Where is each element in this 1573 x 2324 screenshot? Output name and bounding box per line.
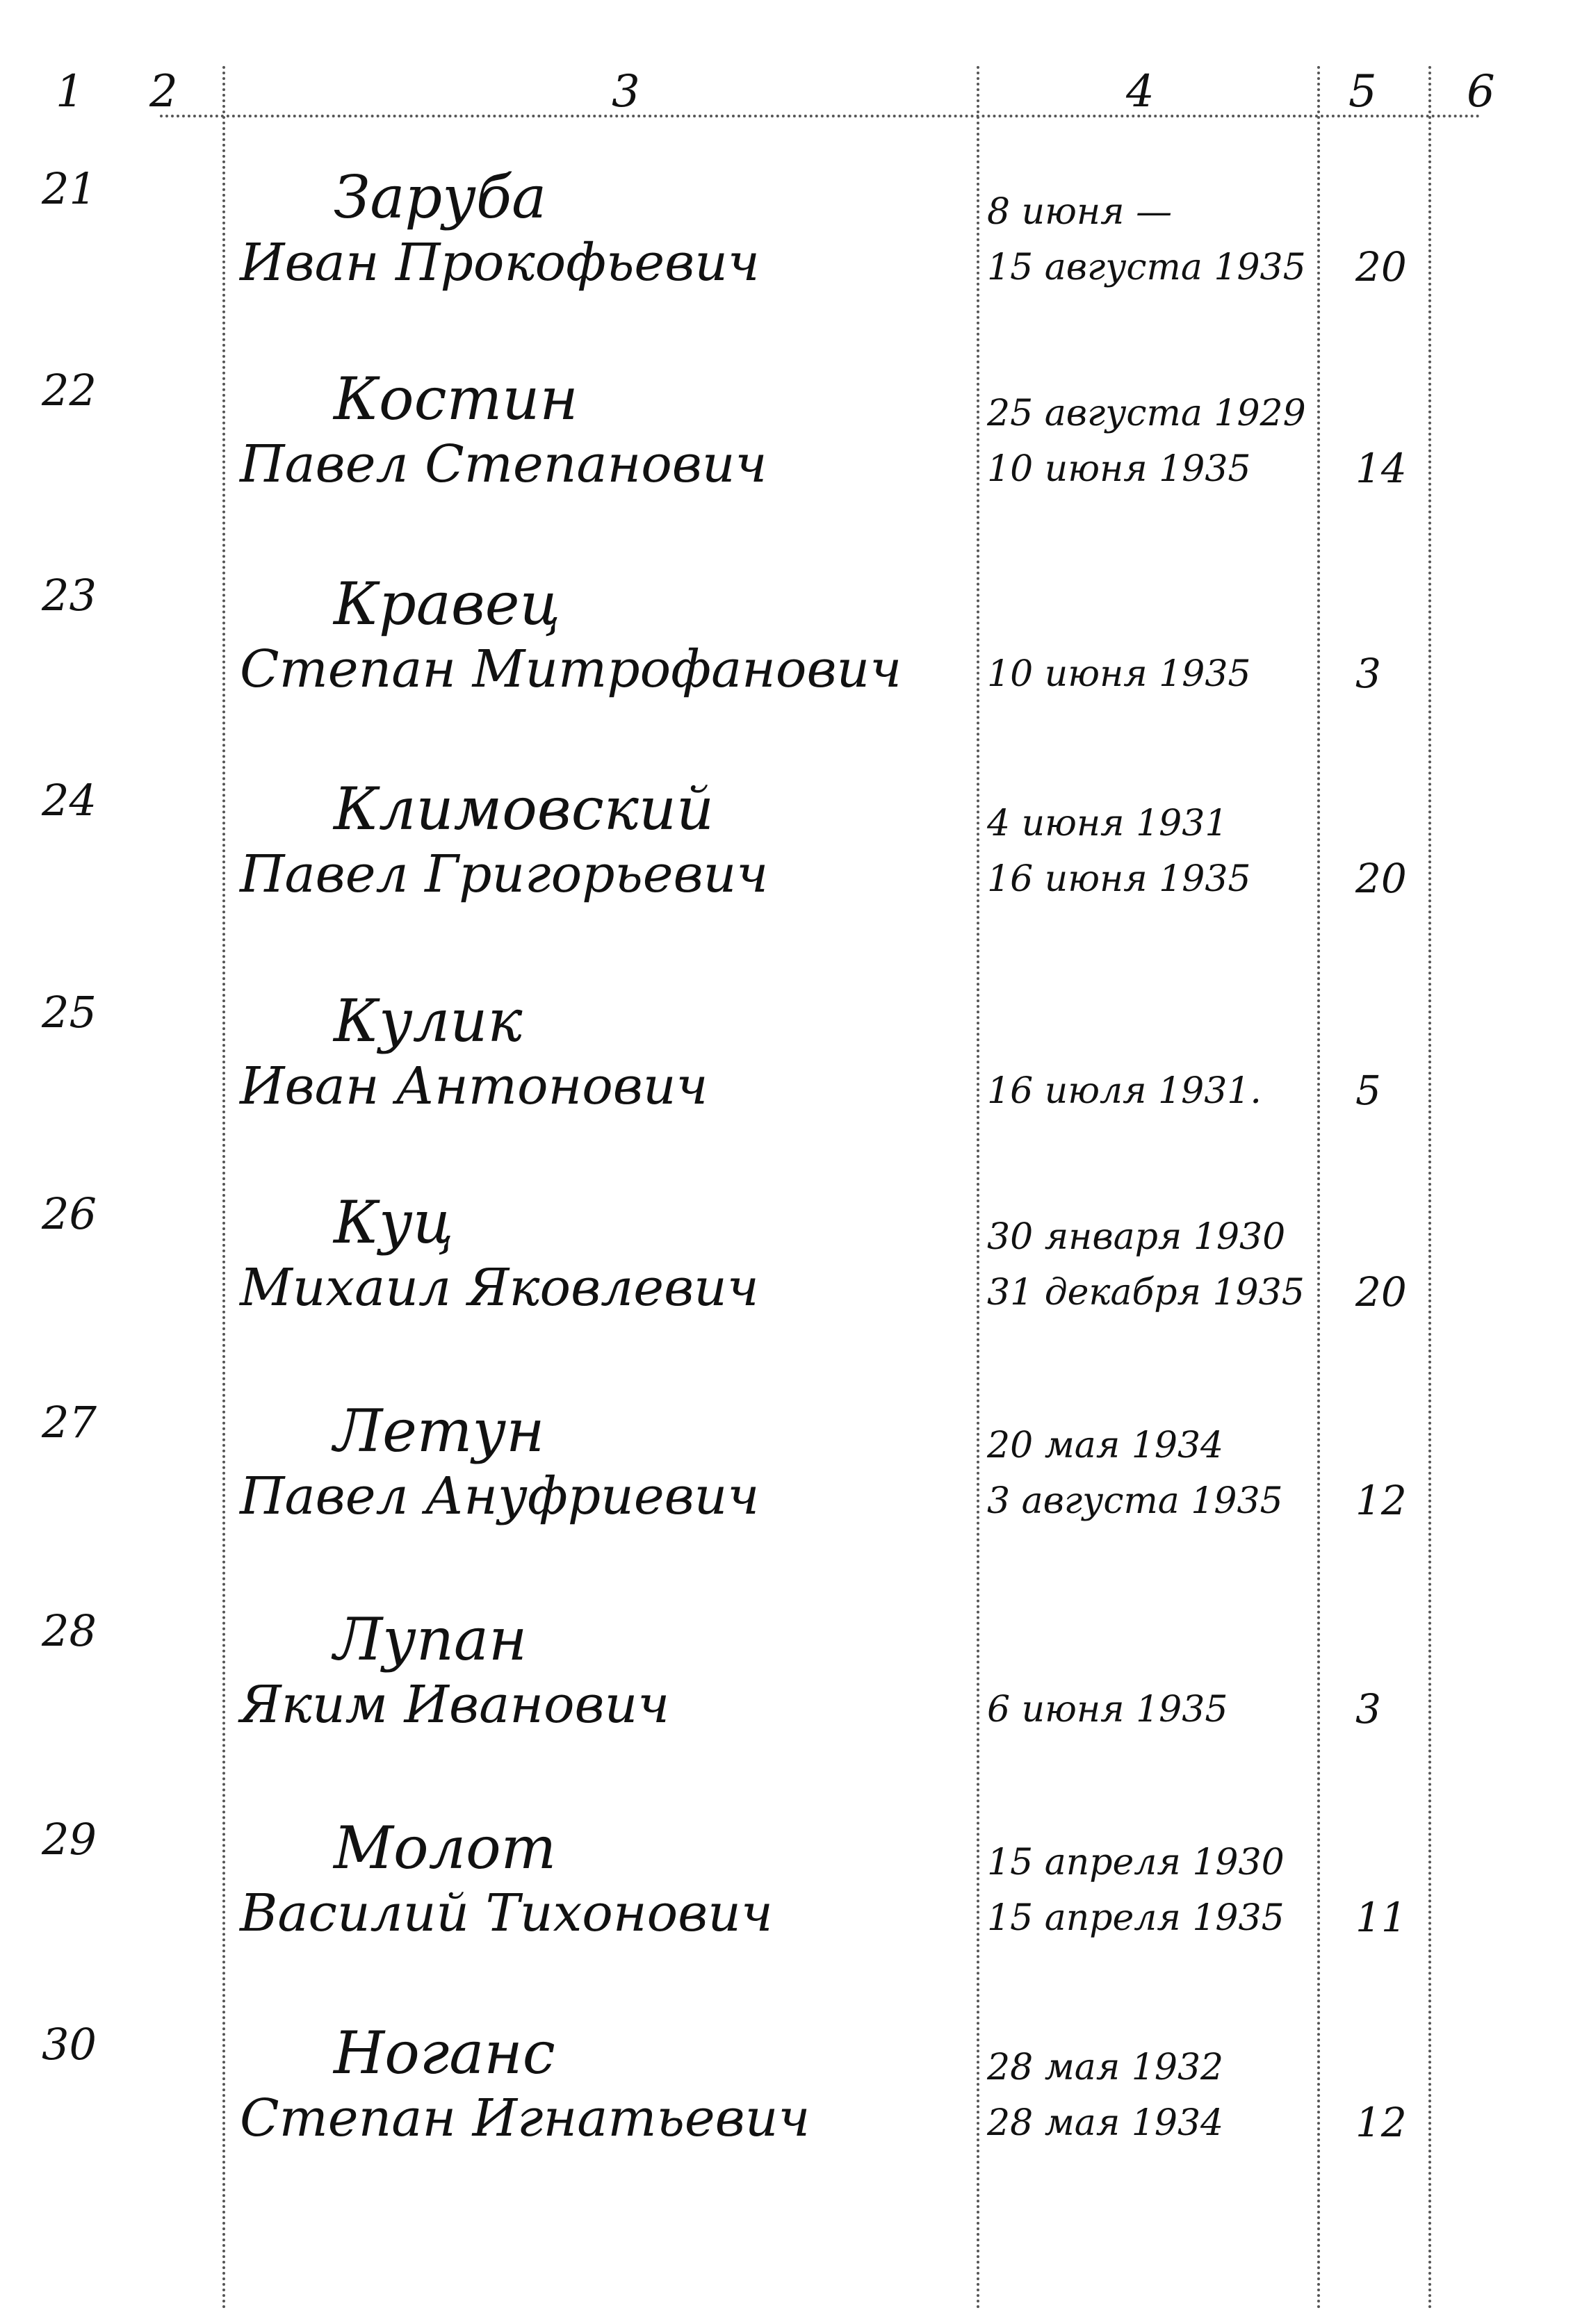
entry-end-date: 10 июня 1935: [987, 448, 1251, 490]
entry-surname: Кравец: [334, 570, 561, 638]
register-entry: [0, 1397, 1573, 1598]
entry-given-names: Павел Ануфриевич: [240, 1466, 760, 1526]
entry-years: 3: [1355, 650, 1381, 697]
entry-surname: Заруба: [334, 163, 547, 231]
register-entry: [0, 775, 1573, 976]
entry-years: 14: [1355, 445, 1407, 492]
header-rule: [160, 115, 1481, 117]
entry-surname: Куц: [334, 1188, 454, 1257]
entry-given-names: Степан Митрофанович: [240, 639, 902, 699]
entry-surname: Летун: [334, 1397, 545, 1465]
entry-end-date: 10 июня 1935: [987, 653, 1251, 695]
register-entry: [0, 1188, 1573, 1390]
entry-number: 29: [42, 1814, 97, 1865]
entry-surname: Лупан: [334, 1605, 528, 1674]
entry-start-date: 15 апреля 1930: [987, 1842, 1285, 1883]
register-entry: [0, 2019, 1573, 2220]
entry-given-names: Михаил Яковлевич: [240, 1258, 759, 1318]
entry-end-date: 15 августа 1935: [987, 247, 1306, 288]
entry-years: 20: [1355, 855, 1407, 902]
entry-end-date: 16 июня 1935: [987, 858, 1251, 900]
entry-surname: Климовский: [334, 775, 715, 843]
entry-number: 28: [42, 1605, 97, 1656]
entry-end-date: 16 июля 1931.: [987, 1070, 1262, 1112]
entry-number: 22: [42, 365, 97, 416]
column-header-5: 5: [1348, 66, 1377, 117]
entry-start-date: 30 января 1930: [987, 1216, 1286, 1258]
entry-number: 27: [42, 1397, 97, 1448]
entry-number: 25: [42, 987, 97, 1038]
entry-start-date: 28 мая 1932: [987, 2047, 1224, 2088]
register-entry: [0, 987, 1573, 1188]
entry-given-names: Павел Степанович: [240, 434, 767, 494]
entry-years: 20: [1355, 1268, 1407, 1316]
entry-number: 24: [42, 775, 97, 826]
entry-surname: Кулик: [334, 987, 523, 1055]
entry-given-names: Иван Антонович: [240, 1056, 708, 1116]
column-header-2: 2: [149, 66, 178, 117]
register-entry: [0, 1605, 1573, 1807]
entry-end-date: 6 июня 1935: [987, 1689, 1228, 1730]
entry-surname: Костин: [334, 365, 578, 433]
entry-end-date: 28 мая 1934: [987, 2102, 1224, 2144]
entry-surname: Молот: [334, 1814, 557, 1882]
entry-given-names: Яким Иванович: [240, 1675, 670, 1735]
entry-years: 5: [1355, 1067, 1381, 1114]
entry-start-date: 20 мая 1934: [987, 1425, 1224, 1466]
entry-years: 12: [1355, 2099, 1407, 2146]
column-header-4: 4: [1126, 66, 1155, 117]
entry-end-date: 31 декабря 1935: [987, 1272, 1305, 1314]
entry-number: 30: [42, 2019, 97, 2070]
register-entry: [0, 163, 1573, 365]
column-header-6: 6: [1467, 66, 1495, 117]
entry-years: 20: [1355, 243, 1407, 290]
column-header-1: 1: [56, 66, 84, 117]
entry-start-date: 8 июня —: [987, 191, 1173, 233]
column-header-3: 3: [612, 66, 640, 117]
entry-years: 12: [1355, 1477, 1407, 1524]
entry-end-date: 15 апреля 1935: [987, 1897, 1285, 1939]
register-entry: [0, 365, 1573, 566]
entry-end-date: 3 августа 1935: [987, 1480, 1283, 1522]
entry-number: 26: [42, 1188, 97, 1239]
entry-given-names: Павел Григорьевич: [240, 844, 769, 904]
entry-number: 23: [42, 570, 97, 621]
register-entry: [0, 1814, 1573, 2015]
entry-given-names: Степан Игнатьевич: [240, 2088, 810, 2148]
entry-years: 11: [1355, 1894, 1407, 1941]
register-entry: [0, 570, 1573, 771]
entry-given-names: Василий Тихонович: [240, 1883, 773, 1943]
entry-start-date: 25 августа 1929: [987, 393, 1306, 434]
entry-surname: Ноганс: [334, 2019, 555, 2087]
entry-start-date: 4 июня 1931: [987, 803, 1228, 844]
entry-years: 3: [1355, 1685, 1381, 1733]
entry-given-names: Иван Прокофьевич: [240, 233, 760, 293]
entry-number: 21: [42, 163, 97, 214]
